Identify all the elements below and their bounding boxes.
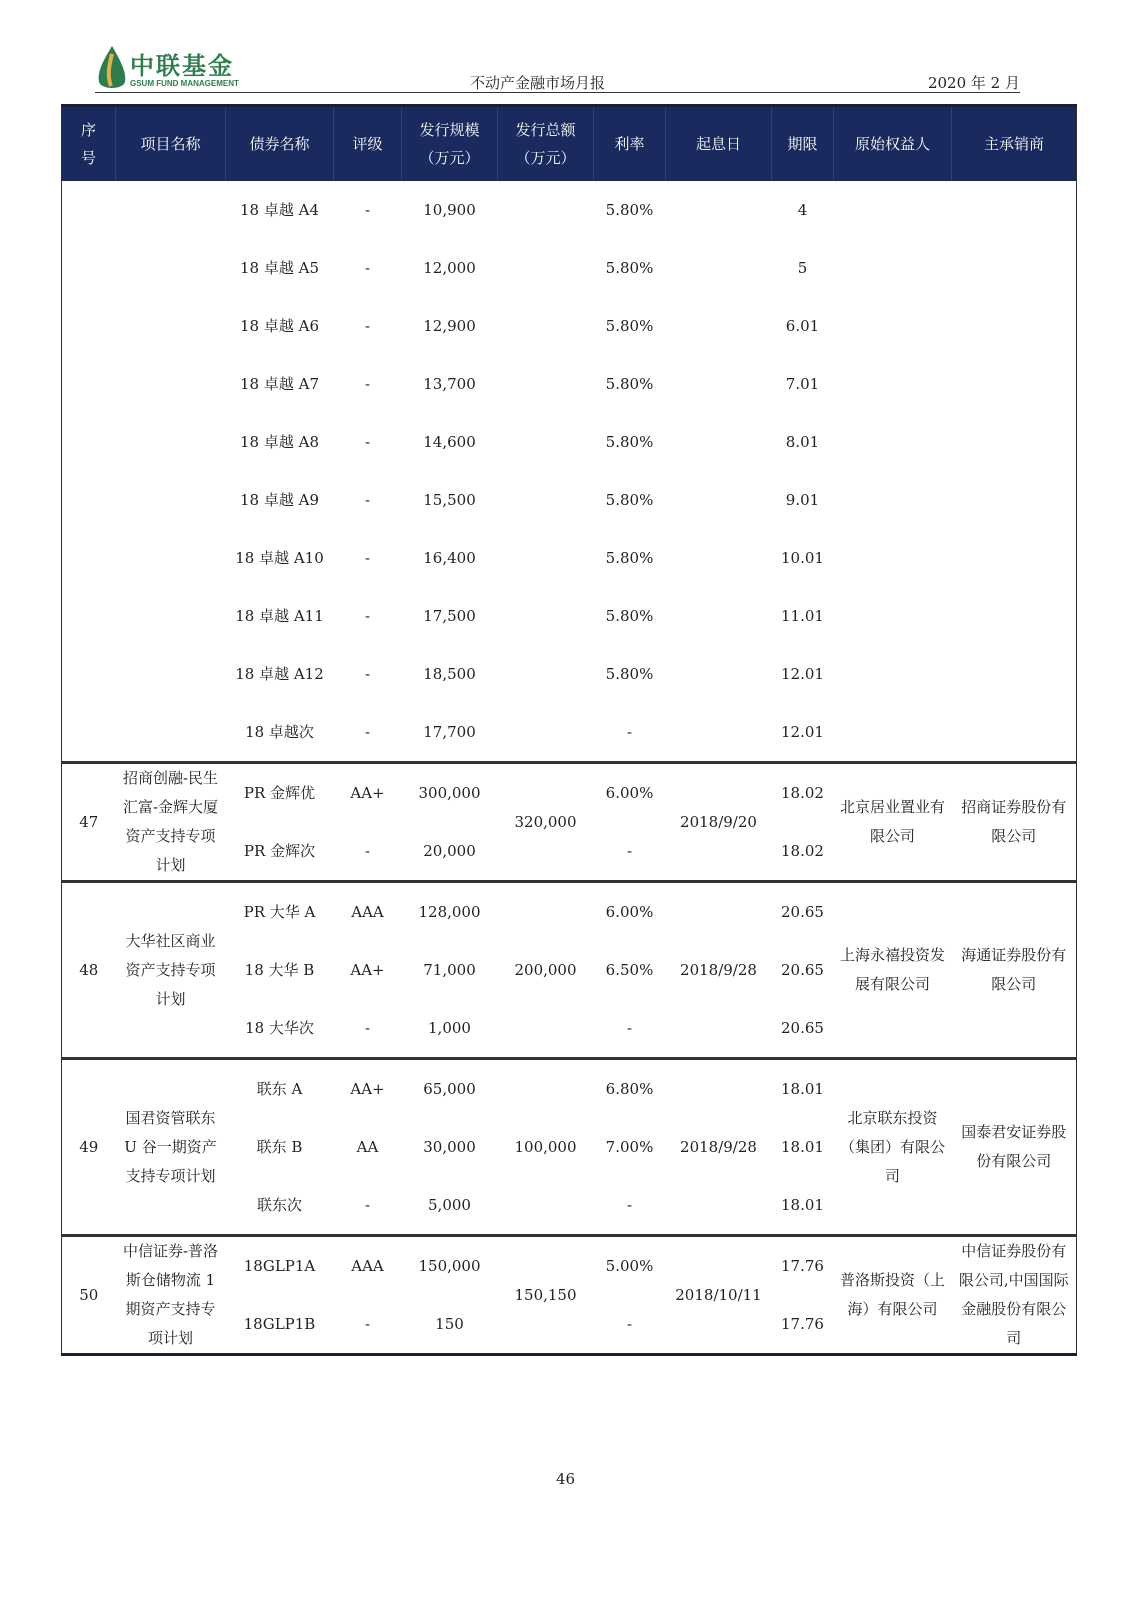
issue-scale: 150,000 <box>418 1256 481 1275</box>
term: 8.01 <box>785 432 820 451</box>
issue-scale: 16,400 <box>423 548 476 567</box>
project-group-49 <box>62 1059 1077 1236</box>
col-header-term: 期限 <box>772 106 834 182</box>
report-date: 2020 年 2 月 <box>927 74 1020 92</box>
col-header-no: 序 号 <box>62 106 116 182</box>
project-name: 国君资管联东 U 谷一期资产支持专项计划 <box>124 1108 217 1185</box>
bond-name: 18 卓越 A11 <box>235 606 324 625</box>
term: 4 <box>797 200 808 219</box>
project-name: 中信证券-普洛斯仓储物流 1 期资产支持专项计划 <box>122 1242 219 1347</box>
table-row <box>62 703 1077 763</box>
underwriter: 海通证券股份有限公司 <box>961 946 1067 993</box>
col-header-total: 发行总额 （万元） <box>498 106 594 182</box>
interest-rate: 5.80% <box>605 432 654 451</box>
project-name: 大华社区商业资产支持专项计划 <box>125 931 216 1008</box>
term: 18.01 <box>781 1079 824 1098</box>
interest-rate: 5.80% <box>605 374 654 393</box>
term: 7.01 <box>785 374 820 393</box>
col-header-rating: 评级 <box>334 106 402 182</box>
bond-name: 18GLP1B <box>243 1314 316 1333</box>
rating: - <box>364 258 371 277</box>
issue-scale: 10,900 <box>423 200 476 219</box>
col-header-underwriter: 主承销商 <box>952 106 1077 182</box>
page-header <box>95 40 1020 95</box>
rating: - <box>364 1314 371 1333</box>
interest-rate: 6.50% <box>605 960 654 979</box>
issue-scale: 30,000 <box>423 1137 476 1156</box>
term: 18.02 <box>781 783 824 802</box>
table-row <box>62 1059 1077 1119</box>
row-number: 47 <box>79 812 99 831</box>
leaf-logo-icon <box>95 44 129 92</box>
rating: - <box>364 841 371 860</box>
page-number: 46 <box>555 1470 576 1488</box>
start-date: 2018/9/20 <box>680 812 757 831</box>
term: 20.65 <box>781 960 824 979</box>
term: 17.76 <box>781 1314 824 1333</box>
bond-name: 18 大华次 <box>245 1018 314 1037</box>
bond-name: 18 卓越 A10 <box>235 548 324 567</box>
bond-name: 联东 B <box>256 1137 303 1156</box>
issue-scale: 5,000 <box>428 1195 471 1214</box>
bond-name: 18 卓越 A4 <box>240 200 319 219</box>
bond-name: 18 卓越次 <box>245 722 314 741</box>
originator: 北京联东投资（集团）有限公司 <box>839 1108 945 1185</box>
interest-rate: 5.80% <box>605 200 654 219</box>
rating: AA+ <box>350 783 385 802</box>
start-date: 2018/9/28 <box>680 960 757 979</box>
interest-rate: - <box>626 1314 633 1333</box>
issue-scale: 20,000 <box>423 841 476 860</box>
bond-name: PR 大华 A <box>243 902 316 921</box>
logo-subtext: GSUM FUND MANAGEMENT <box>130 79 239 88</box>
issue-total: 150,150 <box>514 1285 577 1304</box>
issue-scale: 12,000 <box>423 258 476 277</box>
bond-name: 18 卓越 A5 <box>240 258 319 277</box>
underwriter: 国泰君安证券股份有限公司 <box>961 1123 1067 1170</box>
logo-text: 中联基金 <box>130 52 234 80</box>
term: 18.01 <box>781 1195 824 1214</box>
rating: - <box>364 1195 371 1214</box>
report-title: 不动产金融市场月报 <box>470 74 606 92</box>
interest-rate: 5.80% <box>605 664 654 683</box>
interest-rate: 5.00% <box>605 1256 654 1275</box>
project-group-47 <box>62 763 1077 882</box>
issue-total: 320,000 <box>514 812 577 831</box>
interest-rate: 6.80% <box>605 1079 654 1098</box>
rating: - <box>364 606 371 625</box>
interest-rate: 5.80% <box>605 606 654 625</box>
interest-rate: 5.80% <box>605 490 654 509</box>
start-date: 2018/9/28 <box>680 1137 757 1156</box>
col-header-originator: 原始权益人 <box>834 106 952 182</box>
term: 18.02 <box>781 841 824 860</box>
table-row <box>62 645 1077 703</box>
interest-rate: 5.80% <box>605 548 654 567</box>
rating: - <box>364 374 371 393</box>
table-row <box>62 587 1077 645</box>
interest-rate: 6.00% <box>605 902 654 921</box>
rating: AA+ <box>350 960 385 979</box>
table-row <box>62 355 1077 413</box>
interest-rate: - <box>626 1018 633 1037</box>
originator: 北京居业置业有限公司 <box>839 798 945 845</box>
company-logo <box>95 44 295 94</box>
bond-name: 联东 A <box>256 1079 303 1098</box>
rating: AA+ <box>350 1079 385 1098</box>
rating: AA <box>356 1137 379 1156</box>
table-row <box>62 529 1077 587</box>
underwriter: 招商证券股份有限公司 <box>961 798 1067 845</box>
issue-scale: 17,500 <box>423 606 476 625</box>
col-header-rate: 利率 <box>594 106 666 182</box>
rating: - <box>364 432 371 451</box>
rating: - <box>364 316 371 335</box>
term: 20.65 <box>781 902 824 921</box>
rating: - <box>364 722 371 741</box>
rating: AAA <box>351 902 384 921</box>
issue-scale: 65,000 <box>423 1079 476 1098</box>
term: 5 <box>797 258 808 277</box>
col-header-start-date: 起息日 <box>666 106 772 182</box>
term: 18.01 <box>781 1137 824 1156</box>
project-group-48 <box>62 882 1077 1059</box>
bond-name: 18 卓越 A12 <box>235 664 324 683</box>
bond-name: 18 大华 B <box>244 960 315 979</box>
bond-name: 联东次 <box>256 1195 302 1214</box>
col-header-project: 项目名称 <box>116 106 226 182</box>
underwriter: 中信证券股份有限公司,中国国际金融股份有限公司 <box>958 1242 1069 1347</box>
continued-group <box>62 181 1077 763</box>
row-number: 49 <box>79 1137 99 1156</box>
interest-rate: - <box>626 841 633 860</box>
row-number: 48 <box>79 960 99 979</box>
interest-rate: - <box>626 722 633 741</box>
issue-scale: 71,000 <box>423 960 476 979</box>
rating: - <box>364 200 371 219</box>
bond-name: PR 金辉优 <box>243 783 316 802</box>
rating: - <box>364 664 371 683</box>
term: 10.01 <box>781 548 824 567</box>
rating: - <box>364 548 371 567</box>
originator: 上海永禧投资发展有限公司 <box>839 946 945 993</box>
issue-scale: 128,000 <box>418 902 481 921</box>
table-row <box>62 181 1077 239</box>
table-row <box>62 239 1077 297</box>
table-row <box>62 413 1077 471</box>
project-group-50 <box>62 1236 1077 1355</box>
rating: AAA <box>351 1256 384 1275</box>
table-row <box>62 1236 1077 1296</box>
table-row <box>62 763 1077 823</box>
table-row <box>62 471 1077 529</box>
issue-total: 200,000 <box>514 960 577 979</box>
start-date: 2018/10/11 <box>675 1285 762 1304</box>
rating: - <box>364 1018 371 1037</box>
col-header-bond: 债券名称 <box>226 106 334 182</box>
col-header-scale: 发行规模 （万元） <box>402 106 498 182</box>
row-number: 50 <box>79 1285 99 1304</box>
bond-name: 18GLP1A <box>243 1256 316 1275</box>
issue-scale: 17,700 <box>423 722 476 741</box>
term: 20.65 <box>781 1018 824 1037</box>
term: 6.01 <box>785 316 820 335</box>
term: 11.01 <box>781 606 824 625</box>
issue-scale: 13,700 <box>423 374 476 393</box>
table-row <box>62 297 1077 355</box>
interest-rate: 6.00% <box>605 783 654 802</box>
issue-scale: 14,600 <box>423 432 476 451</box>
issue-scale: 18,500 <box>423 664 476 683</box>
issue-scale: 15,500 <box>423 490 476 509</box>
bond-name: 18 卓越 A8 <box>240 432 319 451</box>
originator: 普洛斯投资（上海）有限公司 <box>839 1271 945 1318</box>
header-divider <box>95 92 1020 93</box>
issue-total: 100,000 <box>514 1137 577 1156</box>
interest-rate: 5.80% <box>605 316 654 335</box>
bond-name: 18 卓越 A6 <box>240 316 319 335</box>
rating: - <box>364 490 371 509</box>
interest-rate: 5.80% <box>605 258 654 277</box>
interest-rate: 7.00% <box>605 1137 654 1156</box>
issue-scale: 300,000 <box>418 783 481 802</box>
term: 9.01 <box>785 490 820 509</box>
interest-rate: - <box>626 1195 633 1214</box>
bond-name: PR 金辉次 <box>243 841 316 860</box>
issue-scale: 1,000 <box>428 1018 471 1037</box>
bond-name: 18 卓越 A9 <box>240 490 319 509</box>
term: 17.76 <box>781 1256 824 1275</box>
term: 12.01 <box>781 664 824 683</box>
bond-issuance-table <box>61 104 1077 1356</box>
term: 12.01 <box>781 722 824 741</box>
table-header <box>62 106 1077 182</box>
project-name: 招商创融-民生汇富-金辉大厦资产支持专项计划 <box>122 769 219 874</box>
bond-name: 18 卓越 A7 <box>240 374 319 393</box>
issue-scale: 12,900 <box>423 316 476 335</box>
table-row <box>62 882 1077 942</box>
issue-scale: 150 <box>435 1314 464 1333</box>
